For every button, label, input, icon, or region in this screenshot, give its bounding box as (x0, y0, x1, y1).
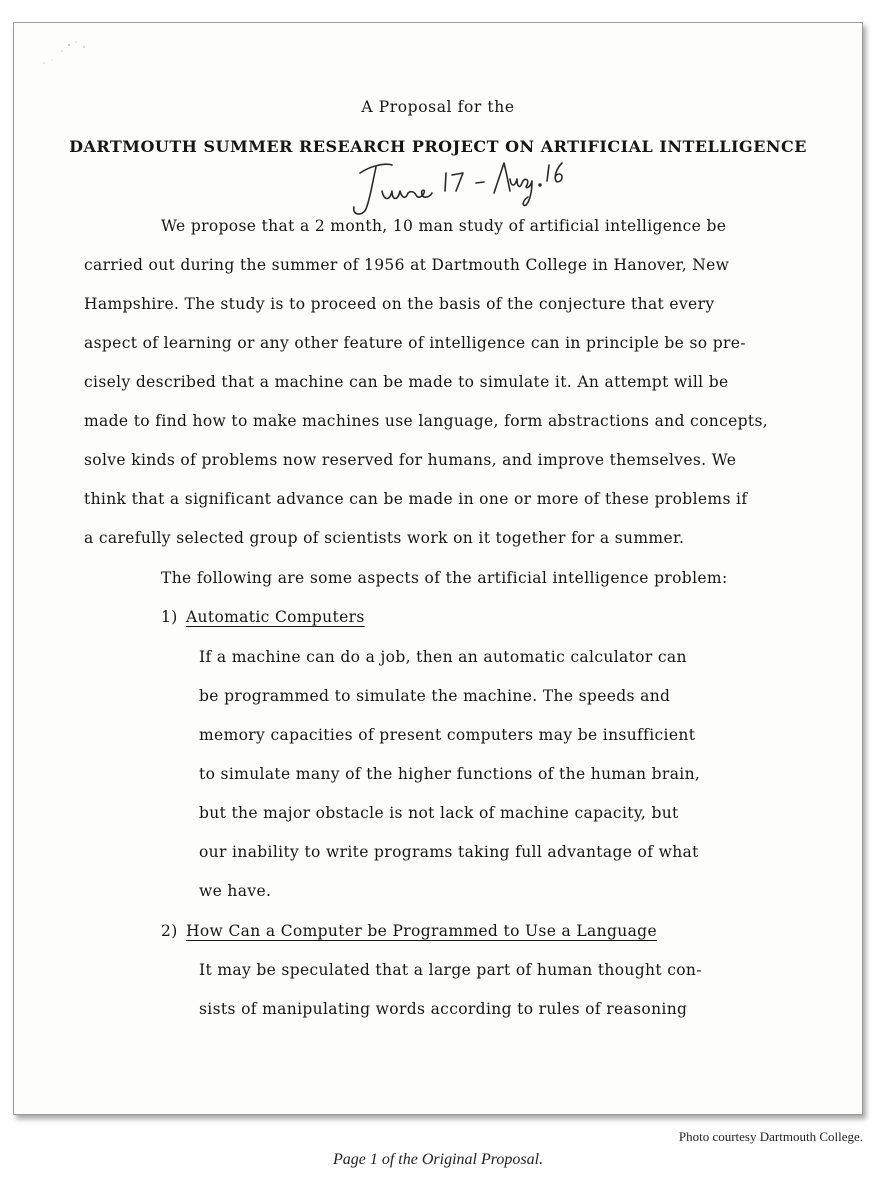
section-line: It may be speculated that a large part of human thought con- (199, 961, 702, 979)
section-line: but the major obstacle is not lack of machine capacity, but (199, 804, 679, 822)
section-heading: How Can a Computer be Programmed to Use a Language (186, 922, 657, 940)
section-number: 1) (161, 608, 178, 626)
title-line-1: A Proposal for the (361, 98, 515, 116)
intro-line: solve kinds of problems now reserved for humans, and improve themselves. We (84, 451, 737, 469)
intro-line: carried out during the summer of 1956 at Dartmouth College in Hanover, New (84, 256, 730, 274)
section-line: be programmed to simulate the machine. The speeds and (199, 687, 671, 705)
intro-line: a carefully selected group of scientists work on it together for a summer. (84, 529, 685, 547)
paper-specks (24, 33, 104, 73)
intro-line: think that a significant advance can be made in one or more of these problems if (84, 490, 748, 508)
intro-line: Hampshire. The study is to proceed on the basis of the conjecture that every (84, 295, 715, 313)
intro-line: made to find how to make machines use language, form abstractions and concepts, (84, 412, 769, 430)
figure-caption: Page 1 of the Original Proposal. (332, 1151, 544, 1168)
section-line: memory capacities of present computers may be insufficient (199, 726, 696, 744)
aspects-intro: The following are some aspects of the artificial intelligence problem: (161, 569, 728, 587)
intro-line: We propose that a 2 month, 10 man study of artificial intelligence be (161, 217, 727, 235)
section-line: we have. (199, 882, 272, 900)
photo-credit: Photo courtesy Dartmouth College. (678, 1129, 863, 1144)
intro-line: cisely described that a machine can be made to simulate it. An attempt will be (84, 373, 729, 391)
section-line: to simulate many of the higher functions of the human brain, (199, 765, 701, 783)
title-line-2: DARTMOUTH SUMMER RESEARCH PROJECT ON ARTIFICIAL INTELLIGENCE (69, 137, 807, 156)
document-page (13, 22, 863, 1115)
section-line: our inability to write programs taking full advantage of what (199, 843, 699, 861)
section-line: If a machine can do a job, then an automatic calculator can (199, 648, 687, 666)
intro-line: aspect of learning or any other feature of intelligence can in principle be so pre- (84, 334, 746, 352)
section-number: 2) (161, 922, 178, 940)
section-line: sists of manipulating words according to rules of reasoning (199, 1000, 688, 1018)
section-heading: Automatic Computers (186, 608, 365, 626)
handwritten-dates (342, 151, 582, 221)
